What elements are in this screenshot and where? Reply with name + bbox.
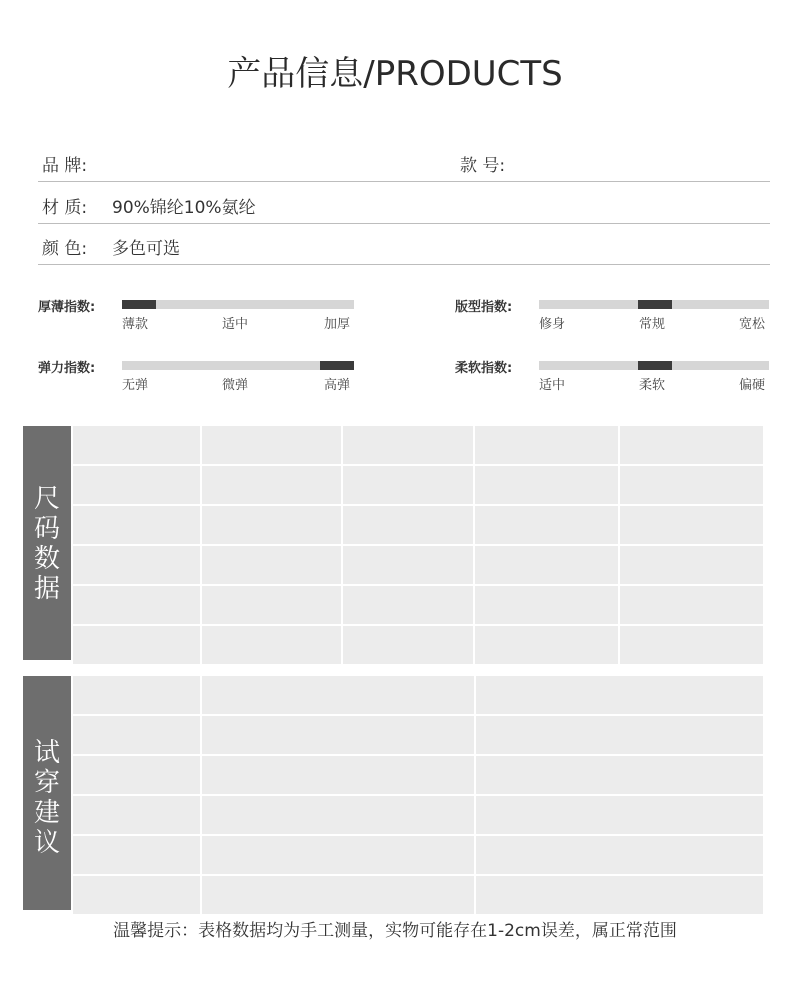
table-cell [73, 716, 200, 754]
table-cell [73, 836, 200, 874]
index-label: 柔软指数: [455, 361, 513, 376]
table-cell [475, 546, 618, 584]
index-tick: 适中 [539, 378, 566, 393]
table-cell [73, 506, 200, 544]
table-cell [343, 546, 473, 584]
material-label: 材 质: [42, 198, 88, 218]
table-header-cell [73, 676, 200, 714]
table-cell [620, 546, 763, 584]
index-tick: 修身 [539, 317, 566, 332]
table-cell [343, 506, 473, 544]
table-cell [476, 716, 763, 754]
table-cell [476, 876, 763, 914]
table-header-cell [73, 426, 200, 464]
table-cell [202, 716, 474, 754]
table-cell [343, 626, 473, 664]
index-tick: 加厚 [324, 317, 351, 332]
side-char: 码 [33, 514, 60, 544]
index-tick: 无弹 [122, 378, 149, 393]
index-tick: 常规 [639, 317, 666, 332]
index-marker [122, 300, 156, 309]
fit-table-side-label [23, 676, 71, 910]
table-cell [73, 876, 200, 914]
table-cell [202, 626, 341, 664]
side-char: 试 [33, 738, 60, 768]
table-cell [73, 586, 200, 624]
table-cell [475, 466, 618, 504]
index-tick: 柔软 [639, 378, 666, 393]
index-label: 版型指数: [455, 300, 513, 315]
table-header-cell [475, 426, 618, 464]
table-cell [202, 506, 341, 544]
index-bar [122, 361, 354, 370]
table-cell [202, 756, 474, 794]
material-row [38, 183, 770, 224]
side-char: 据 [33, 574, 60, 604]
index-tick: 高弹 [324, 378, 351, 393]
table-header-cell [202, 676, 474, 714]
table-cell [620, 586, 763, 624]
index-marker [638, 300, 672, 309]
table-cell [73, 796, 200, 834]
color-value: 多色可选 [112, 239, 180, 259]
side-char: 穿 [33, 768, 60, 798]
index-tick: 薄款 [122, 317, 149, 332]
table-cell [202, 796, 474, 834]
index-tick: 微弹 [222, 378, 249, 393]
table-header-cell [476, 676, 763, 714]
brand-label: 品 牌: [42, 156, 88, 176]
fit-index [455, 296, 775, 336]
table-cell [475, 626, 618, 664]
footer-note: 温馨提示：表格数据均为手工测量，实物可能存在1-2cm误差，属正常范围 [113, 921, 677, 941]
color-label: 颜 色: [42, 239, 88, 259]
table-cell [343, 586, 473, 624]
table-cell [202, 876, 474, 914]
table-cell [73, 466, 200, 504]
side-char: 议 [33, 828, 60, 858]
table-header-cell [620, 426, 763, 464]
index-tick: 偏硬 [739, 378, 766, 393]
table-cell [475, 506, 618, 544]
table-cell [476, 756, 763, 794]
side-char: 数 [33, 544, 60, 574]
index-bar [539, 300, 769, 309]
thickness-index [38, 296, 358, 336]
table-cell [620, 466, 763, 504]
index-tick: 宽松 [739, 317, 766, 332]
index-marker [638, 361, 672, 370]
index-label: 弹力指数: [38, 361, 96, 376]
softness-index [455, 357, 775, 397]
table-cell [620, 506, 763, 544]
index-bar [122, 300, 354, 309]
table-cell [73, 626, 200, 664]
table-header-cell [202, 426, 341, 464]
index-marker [320, 361, 354, 370]
page-title: 产品信息/PRODUCTS [227, 54, 563, 94]
table-cell [476, 796, 763, 834]
elasticity-index [38, 357, 358, 397]
table-cell [476, 836, 763, 874]
table-cell [202, 546, 341, 584]
table-cell [73, 546, 200, 584]
table-header-cell [343, 426, 473, 464]
material-value: 90%锦纶10%氨纶 [112, 198, 256, 218]
table-cell [620, 626, 763, 664]
index-bar [539, 361, 769, 370]
index-tick: 适中 [222, 317, 249, 332]
brand-row [38, 141, 770, 182]
table-cell [343, 466, 473, 504]
color-row [38, 224, 770, 265]
table-cell [73, 756, 200, 794]
side-char: 尺 [33, 484, 60, 514]
table-cell [202, 586, 341, 624]
table-cell [475, 586, 618, 624]
table-cell [202, 466, 341, 504]
index-label: 厚薄指数: [38, 300, 96, 315]
size-table-side-label [23, 426, 71, 660]
side-char: 建 [33, 798, 60, 828]
table-cell [202, 836, 474, 874]
style-no-label: 款 号: [460, 156, 506, 176]
